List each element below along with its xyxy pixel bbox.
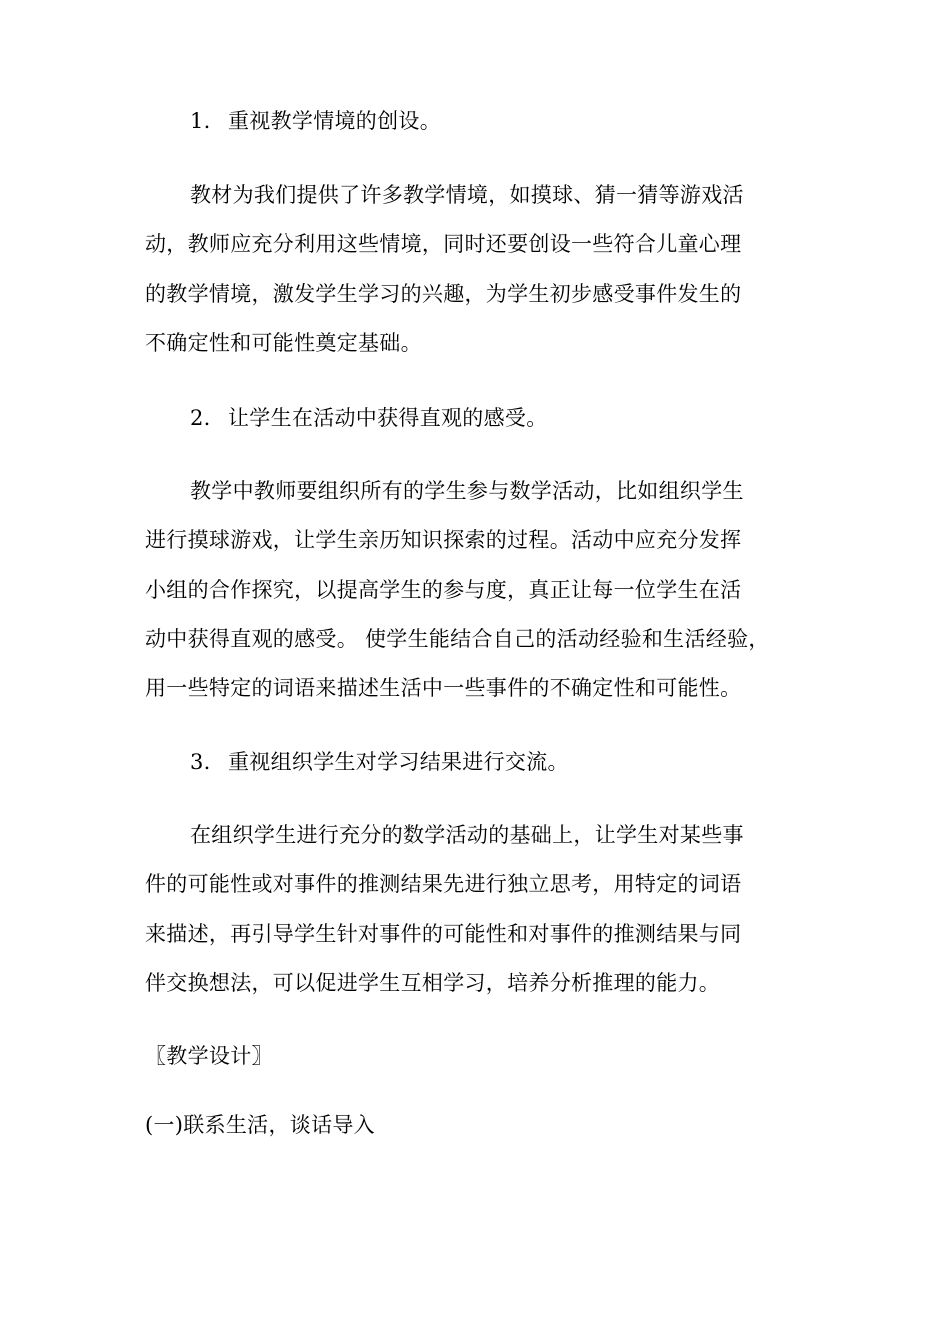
heading-text: 让学生在活动中获得直观的感受。 [228, 406, 548, 430]
heading-3 [190, 747, 569, 777]
paragraph-2-line-2: 进行摸球游戏，让学生亲历知识探索的过程。活动中应充分发挥 [145, 528, 742, 552]
heading-number: 1. [190, 109, 211, 133]
heading-2 [190, 403, 548, 433]
paragraph-2-line-1: 教学中教师要组织所有的学生参与数学活动，比如组织学生 [190, 479, 744, 503]
paragraph-1-line-3: 的教学情境，激发学生学习的兴趣，为学生初步感受事件发生的 [145, 282, 742, 306]
paragraph-2-line-5: 用一些特定的词语来描述生活中一些事件的不确定性和可能性。 [145, 676, 742, 700]
paragraph-1-line-1: 教材为我们提供了许多教学情境，如摸球、猜一猜等游戏活 [190, 183, 744, 207]
heading-text: 重视组织学生对学习结果进行交流。 [228, 750, 569, 774]
paragraph-2-line-3: 小组的合作探究，以提高学生的参与度，真正让每一位学生在活 [145, 578, 742, 602]
paragraph-1-line-2: 动，教师应充分利用这些情境，同时还要创设一些符合儿童心理 [145, 232, 742, 256]
subsection-title: (一)联系生活，谈话导入 [145, 1113, 375, 1137]
paragraph-1-line-4: 不确定性和可能性奠定基础。 [145, 331, 422, 355]
paragraph-3-line-2: 件的可能性或对事件的推测结果先进行独立思考，用特定的词语 [145, 872, 742, 896]
heading-number: 3. [190, 750, 211, 774]
paragraph-3-line-1: 在组织学生进行充分的数学活动的基础上，让学生对某些事 [190, 823, 744, 847]
paragraph-2-line-4: 动中获得直观的感受。 使学生能结合自己的活动经验和生活经验， [145, 627, 770, 651]
heading-number: 2. [190, 406, 211, 430]
heading-text: 重视教学情境的创设。 [228, 109, 441, 133]
paragraph-3-line-3: 来描述，再引导学生针对事件的可能性和对事件的推测结果与同 [145, 922, 742, 946]
section-title: 〖教学设计〗 [145, 1044, 273, 1068]
heading-1 [190, 106, 441, 136]
paragraph-3-line-4: 伴交换想法，可以促进学生互相学习，培养分析推理的能力。 [145, 971, 721, 995]
